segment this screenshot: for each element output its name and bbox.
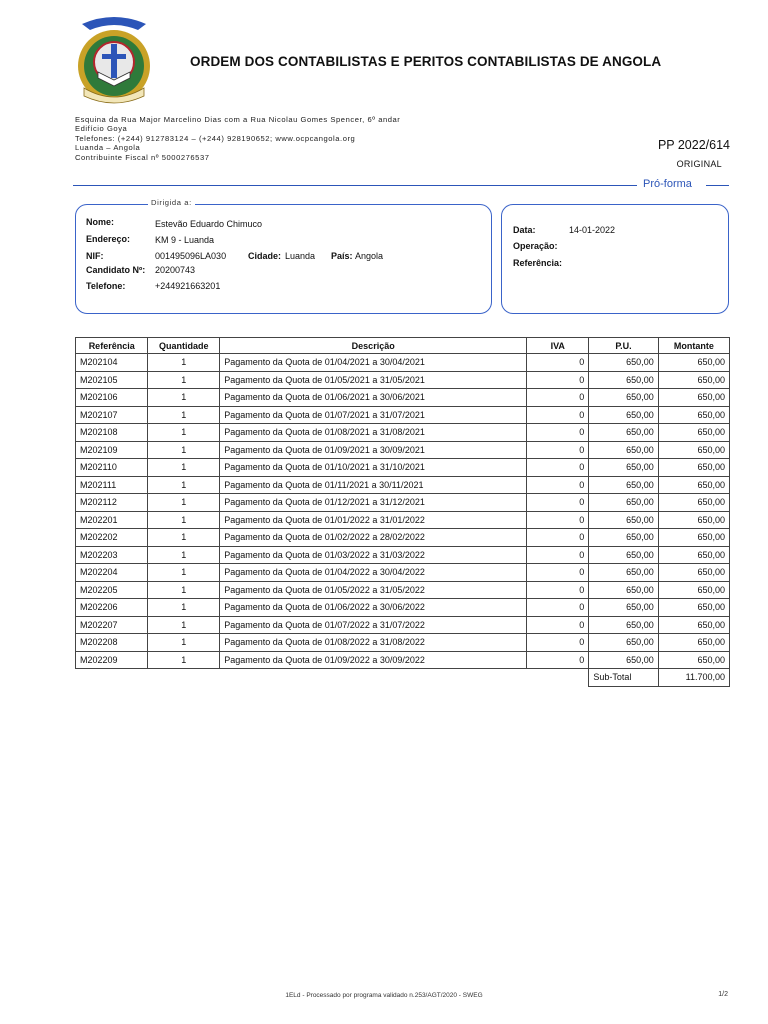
cell-amount: 650,00 (658, 441, 729, 459)
cell-vat: 0 (527, 459, 589, 477)
address-label: Endereço: (86, 234, 131, 244)
cell-quantity: 1 (148, 616, 220, 634)
cell-quantity: 1 (148, 389, 220, 407)
cell-description: Pagamento da Quota de 01/04/2021 a 30/04/2021 (220, 354, 527, 372)
cell-quantity: 1 (148, 581, 220, 599)
copy-label: ORIGINAL (676, 159, 722, 169)
cell-amount: 650,00 (658, 424, 729, 442)
cell-quantity: 1 (148, 564, 220, 582)
table-row (76, 459, 730, 477)
cell-unit-price: 650,00 (589, 441, 658, 459)
cell-description: Pagamento da Quota de 01/05/2022 a 31/05/2022 (220, 581, 527, 599)
cell-vat: 0 (527, 494, 589, 512)
column-header-unit-price: P.U. (589, 338, 658, 354)
cell-unit-price: 650,00 (589, 599, 658, 617)
column-header-quantity: Quantidade (148, 338, 220, 354)
cell-unit-price: 650,00 (589, 476, 658, 494)
address-line: Edifício Goya (75, 124, 128, 134)
table-row (76, 564, 730, 582)
cell-reference: M202111 (76, 476, 148, 494)
cell-reference: M202109 (76, 441, 148, 459)
table-row (76, 406, 730, 424)
cell-vat: 0 (527, 389, 589, 407)
cell-reference: M202203 (76, 546, 148, 564)
cell-amount: 650,00 (658, 511, 729, 529)
cell-description: Pagamento da Quota de 01/06/2022 a 30/06/2022 (220, 599, 527, 617)
cell-reference: M202106 (76, 389, 148, 407)
cell-quantity: 1 (148, 494, 220, 512)
cell-amount: 650,00 (658, 371, 729, 389)
cell-vat: 0 (527, 511, 589, 529)
cell-amount: 650,00 (658, 616, 729, 634)
address-line: Luanda – Angola (75, 143, 141, 153)
header-divider (73, 185, 637, 186)
candidate-number: 20200743 (155, 265, 196, 275)
cell-unit-price: 650,00 (589, 494, 658, 512)
cell-unit-price: 650,00 (589, 354, 658, 372)
cell-quantity: 1 (148, 371, 220, 389)
cell-description: Pagamento da Quota de 01/02/2022 a 28/02/2022 (220, 529, 527, 547)
cell-quantity: 1 (148, 529, 220, 547)
name-label: Nome: (86, 217, 115, 227)
client-phone: +244921663201 (155, 281, 221, 291)
cell-amount: 650,00 (658, 354, 729, 372)
cell-unit-price: 650,00 (589, 546, 658, 564)
cell-quantity: 1 (148, 599, 220, 617)
cell-description: Pagamento da Quota de 01/01/2022 a 31/01/2022 (220, 511, 527, 529)
table-row (76, 511, 730, 529)
subtotal-row (76, 669, 730, 687)
table-row (76, 546, 730, 564)
cell-amount: 650,00 (658, 529, 729, 547)
table-row (76, 616, 730, 634)
cell-reference: M202202 (76, 529, 148, 547)
cell-unit-price: 650,00 (589, 389, 658, 407)
table-row (76, 529, 730, 547)
cell-unit-price: 650,00 (589, 651, 658, 669)
cell-description: Pagamento da Quota de 01/08/2022 a 31/08/2022 (220, 634, 527, 652)
cell-unit-price: 650,00 (589, 581, 658, 599)
client-info-box (75, 204, 492, 314)
cell-unit-price: 650,00 (589, 511, 658, 529)
cell-reference: M202205 (76, 581, 148, 599)
city-label: Cidade: (248, 251, 282, 261)
cell-amount: 650,00 (658, 651, 729, 669)
client-address: KM 9 - Luanda (155, 235, 215, 245)
cell-quantity: 1 (148, 406, 220, 424)
table-row (76, 389, 730, 407)
cell-vat: 0 (527, 441, 589, 459)
cell-reference: M202204 (76, 564, 148, 582)
cell-unit-price: 650,00 (589, 616, 658, 634)
cell-amount: 650,00 (658, 581, 729, 599)
client-country: Angola (355, 251, 384, 261)
date-label: Data: (513, 225, 536, 235)
column-header-reference: Referência (76, 338, 148, 354)
cell-quantity: 1 (148, 511, 220, 529)
table-row (76, 599, 730, 617)
cell-amount: 650,00 (658, 546, 729, 564)
address-line: Contribuinte Fiscal nº 5000276537 (75, 152, 210, 162)
cell-reference: M202105 (76, 371, 148, 389)
address-line: Telefones: (+244) 912783124 – (+244) 928190652; www.ocpcangola.org (75, 133, 356, 143)
cell-vat: 0 (527, 371, 589, 389)
column-header-vat: IVA (527, 338, 589, 354)
org-logo-seal (72, 14, 156, 106)
client-nif: 001495096LA030 (155, 251, 227, 261)
subtotal-label: Sub-Total (589, 669, 658, 687)
phone-label: Telefone: (86, 281, 126, 291)
cell-vat: 0 (527, 564, 589, 582)
cell-amount: 650,00 (658, 459, 729, 477)
cell-reference: M202206 (76, 599, 148, 617)
footer-processed-text: 1ELd - Processado por programa validado n.253/AGT/2020 - SWEG (285, 992, 483, 999)
cell-description: Pagamento da Quota de 01/07/2021 a 31/07/2021 (220, 406, 527, 424)
cell-description: Pagamento da Quota de 01/07/2022 a 31/07/2022 (220, 616, 527, 634)
cell-description: Pagamento da Quota de 01/08/2021 a 31/08/2021 (220, 424, 527, 442)
cell-vat: 0 (527, 476, 589, 494)
cell-amount: 650,00 (658, 634, 729, 652)
cell-quantity: 1 (148, 476, 220, 494)
cell-unit-price: 650,00 (589, 371, 658, 389)
operation-label: Operação: (513, 241, 558, 251)
cell-unit-price: 650,00 (589, 424, 658, 442)
document-date: 14-01-2022 (569, 225, 616, 235)
cell-reference: M202112 (76, 494, 148, 512)
cell-vat: 0 (527, 651, 589, 669)
column-header-description: Descrição (220, 338, 527, 354)
cell-amount: 650,00 (658, 599, 729, 617)
cell-vat: 0 (527, 581, 589, 599)
cell-unit-price: 650,00 (589, 406, 658, 424)
page-number: 1/2 (718, 991, 728, 998)
cell-reference: M202207 (76, 616, 148, 634)
cell-quantity: 1 (148, 634, 220, 652)
country-label: País: (331, 251, 353, 261)
cell-quantity: 1 (148, 651, 220, 669)
cell-description: Pagamento da Quota de 01/05/2021 a 31/05/2021 (220, 371, 527, 389)
cell-reference: M202108 (76, 424, 148, 442)
header-divider-end (706, 185, 729, 186)
cell-quantity: 1 (148, 424, 220, 442)
cell-unit-price: 650,00 (589, 529, 658, 547)
table-row (76, 634, 730, 652)
table-row (76, 581, 730, 599)
cell-reference: M202208 (76, 634, 148, 652)
cell-reference: M202104 (76, 354, 148, 372)
cell-description: Pagamento da Quota de 01/06/2021 a 30/06/2021 (220, 389, 527, 407)
column-header-amount: Montante (658, 338, 729, 354)
cell-vat: 0 (527, 616, 589, 634)
table-row (76, 441, 730, 459)
cell-description: Pagamento da Quota de 01/09/2021 a 30/09/2021 (220, 441, 527, 459)
cell-reference: M202209 (76, 651, 148, 669)
nif-label: NIF: (86, 251, 104, 261)
cell-description: Pagamento da Quota de 01/11/2021 a 30/11/2021 (220, 476, 527, 494)
cell-vat: 0 (527, 424, 589, 442)
cell-vat: 0 (527, 406, 589, 424)
table-row (76, 371, 730, 389)
addressed-to-label: Dirigida a: (148, 198, 195, 207)
cell-unit-price: 650,00 (589, 564, 658, 582)
cell-vat: 0 (527, 634, 589, 652)
cell-unit-price: 650,00 (589, 634, 658, 652)
org-address (75, 115, 400, 162)
cell-unit-price: 650,00 (589, 459, 658, 477)
table-row (76, 424, 730, 442)
cell-reference: M202107 (76, 406, 148, 424)
cell-amount: 650,00 (658, 564, 729, 582)
cell-vat: 0 (527, 546, 589, 564)
cell-description: Pagamento da Quota de 01/10/2021 a 31/10/2021 (220, 459, 527, 477)
cell-amount: 650,00 (658, 494, 729, 512)
client-city: Luanda (285, 251, 316, 261)
table-row (76, 476, 730, 494)
cell-vat: 0 (527, 529, 589, 547)
cell-reference: M202201 (76, 511, 148, 529)
cell-description: Pagamento da Quota de 01/03/2022 a 31/03/2022 (220, 546, 527, 564)
cell-amount: 650,00 (658, 389, 729, 407)
cell-description: Pagamento da Quota de 01/12/2021 a 31/12/2021 (220, 494, 527, 512)
reference-label: Referência: (513, 258, 563, 268)
table-header-row (76, 338, 730, 354)
cell-reference: M202110 (76, 459, 148, 477)
table-row (76, 494, 730, 512)
cell-vat: 0 (527, 354, 589, 372)
subtotal-value: 11.700,00 (658, 669, 729, 687)
table-row (76, 354, 730, 372)
cell-quantity: 1 (148, 354, 220, 372)
cell-description: Pagamento da Quota de 01/09/2022 a 30/09/2022 (220, 651, 527, 669)
address-line: Esquina da Rua Major Marcelino Dias com a Rua Nicolau Gomes Spencer, 6º andar (75, 115, 401, 124)
cell-quantity: 1 (148, 546, 220, 564)
cell-amount: 650,00 (658, 476, 729, 494)
org-title: ORDEM DOS CONTABILISTAS E PERITOS CONTABILISTAS DE ANGOLA (190, 54, 662, 69)
document-type: Pró-forma (643, 178, 692, 190)
candidate-number-label: Candidato Nº: (86, 265, 146, 275)
cell-quantity: 1 (148, 459, 220, 477)
table-row (76, 651, 730, 669)
cell-amount: 650,00 (658, 406, 729, 424)
cell-vat: 0 (527, 599, 589, 617)
client-name: Estevão Eduardo Chimuco (155, 219, 263, 229)
items-table (75, 337, 730, 687)
cell-description: Pagamento da Quota de 01/04/2022 a 30/04/2022 (220, 564, 527, 582)
cell-quantity: 1 (148, 441, 220, 459)
document-number: PP 2022/614 (657, 138, 730, 152)
